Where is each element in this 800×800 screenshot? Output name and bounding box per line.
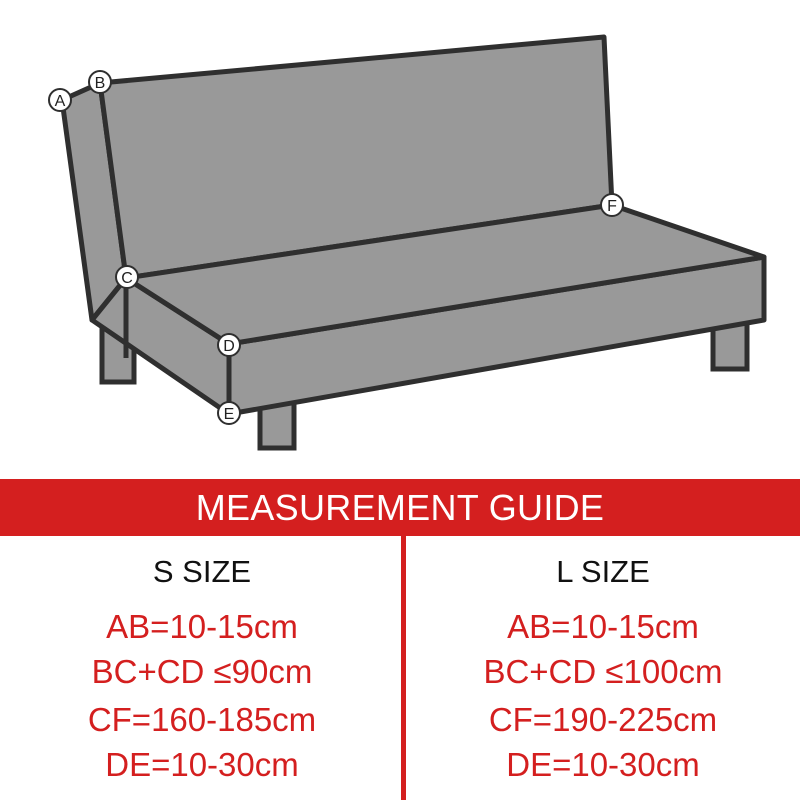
l-size-de: DE=10-30cm: [506, 746, 700, 783]
s-size-bc-cd: BC+CD ≤90cm: [91, 653, 313, 690]
marker-e: [218, 402, 240, 424]
marker-a: [49, 89, 71, 111]
marker-d: [218, 334, 240, 356]
guide-title: MEASUREMENT GUIDE: [195, 487, 605, 528]
l-size-cf: CF=190-225cm: [488, 701, 718, 738]
s-size-ab: AB=10-15cm: [106, 608, 298, 645]
s-size-title: S SIZE: [152, 554, 252, 589]
marker-d-label: D: [223, 338, 235, 355]
guide-banner: [0, 479, 800, 536]
s-size-de: DE=10-30cm: [105, 746, 299, 783]
l-size-ab: AB=10-15cm: [507, 608, 699, 645]
l-size-title: L SIZE: [556, 554, 650, 589]
marker-c: [116, 266, 138, 288]
l-size-bc-cd: BC+CD ≤100cm: [483, 653, 723, 690]
marker-f-label: F: [607, 198, 617, 215]
marker-b-label: B: [94, 75, 106, 92]
marker-b: [89, 71, 111, 93]
marker-f: [601, 194, 623, 216]
marker-e-label: E: [223, 406, 235, 423]
s-size-cf: CF=160-185cm: [87, 701, 317, 738]
marker-a-label: A: [54, 93, 66, 110]
marker-c-label: C: [121, 270, 133, 287]
